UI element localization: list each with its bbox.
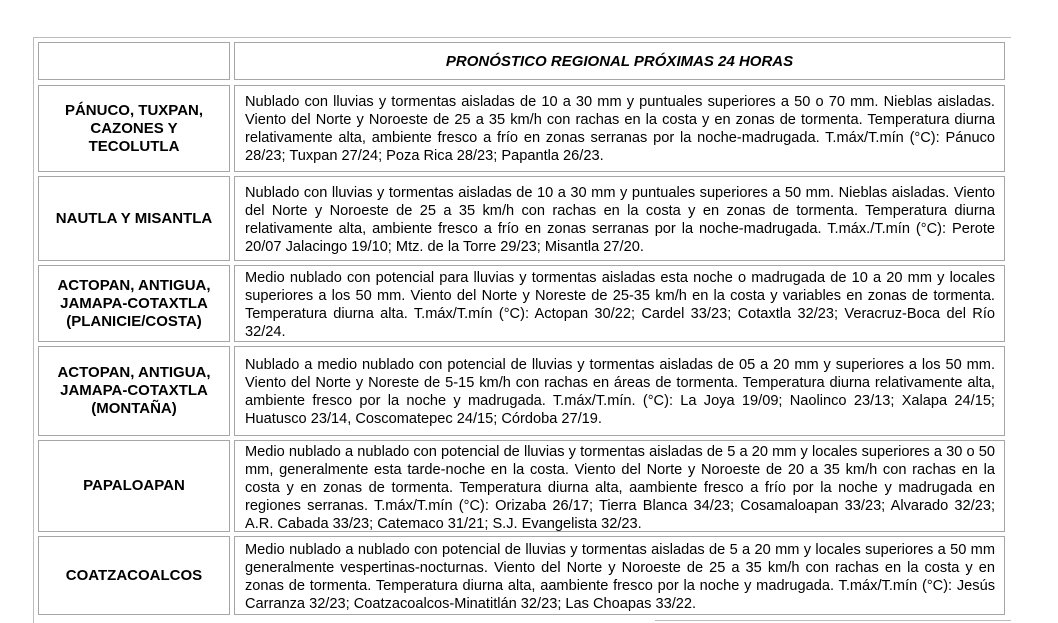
region-name-cell bbox=[38, 176, 230, 261]
region-name-cell bbox=[38, 346, 230, 436]
region-name: PAPALOAPAN bbox=[83, 477, 185, 494]
region-forecast-cell bbox=[234, 85, 1005, 172]
region-forecast-text: Nublado a medio nublado con potencial de lluvias y tormentas aisladas de 05 a 20 mm y superiores a los 50 mm. Viento del Norte y Noreste de 5-15 km/h con rachas en áreas de tormenta. Temperatura diurna relativamente alta, ambiente fresco por la noche y madrugada. T.máx/T.mín. (°C): La Joya 19/09; Naolinco 23/13; Xalapa 24/15; Huatusco 23/14, Coscomatepec 24/15; Córdoba 27/19. bbox=[245, 357, 995, 427]
region-name-cell bbox=[38, 265, 230, 342]
region-forecast-cell bbox=[234, 176, 1005, 261]
region-forecast-text: Medio nublado a nublado con potencial de lluvias y tormentas aisladas de 5 a 20 mm y locales superiores a 30 o 50 mm, generalmente esta tarde-noche en la costa. Viento del Norte y Noroeste de 20 a 35 km/h con rachas en la costa y en zonas de tormenta. Temperatura diurna alta, aambiente fresco a frío por la noche y madrugada en regiones serranas. T.máx/T.mín (°C): Orizaba 26/17; Tierra Blanca 34/23; Cosamaloapan 33/23; Alvarado 32/23; A.R. Cabada 33/23; Catemaco 31/21; S.J. Evangelista 32/23. bbox=[245, 444, 995, 532]
region-forecast-cell bbox=[234, 440, 1005, 532]
region-name: ACTOPAN, ANTIGUA, JAMAPA-COTAXTLA (PLANICIE/COSTA) bbox=[57, 276, 211, 330]
table-bottom-divider bbox=[655, 620, 1011, 621]
region-name: NAUTLA Y MISANTLA bbox=[55, 209, 213, 227]
region-forecast-cell bbox=[234, 265, 1005, 342]
header-empty-cell bbox=[38, 42, 230, 80]
region-name: PÁNUCO, TUXPAN, CAZONES Y TECOLUTLA bbox=[64, 101, 204, 155]
region-name-cell bbox=[38, 440, 230, 532]
region-forecast-text: Medio nublado a nublado con potencial de lluvias y tormentas aisladas de 5 a 20 mm y locales superiores a 50 mm generalmente vespertinas-nocturnas. Viento del Norte y Noroeste de 25 a 35 km/h con rachas en la costa y en zonas de tormenta. Temperatura diurna alta, aambiente fresco por la noche y madrugada. T.máx/T.mín (°C): Jesús Carranza 32/23; Coatzacoalcos-Minatitlán 32/23; Las Choapas 33/22. bbox=[245, 542, 995, 612]
region-forecast-text: Nublado con lluvias y tormentas aisladas de 10 a 30 mm y puntuales superiores a 50 o 70 mm. Nieblas aisladas. Viento del Norte y Noroeste de 25 a 35 km/h con rachas en la costa y en zonas de tormenta. Temperatura diurna relativamente alta, ambiente fresco a frío en zonas serranas por la noche-madrugada. T.máx/T.mín (°C): Pánuco 28/23; Tuxpan 27/24; Poza Rica 28/23; Papantla 26/23. bbox=[245, 94, 995, 164]
region-forecast-text: Medio nublado con potencial para lluvias y tormentas aisladas esta noche o madrugada de 10 a 20 mm y locales superiores a los 50 mm. Viento del Norte y Noreste de 25-35 km/h en la costa y variables en zonas de tormenta. Temperatura diurna alta. T.máx/T.mín (°C): Actopan 30/22; Cardel 33/23; Cotaxtla 32/23; Veracruz-Boca del Río 32/24. bbox=[245, 270, 995, 340]
region-forecast-cell bbox=[234, 346, 1005, 436]
header-title-cell bbox=[234, 42, 1005, 80]
region-name: COATZACOALCOS bbox=[65, 566, 203, 584]
region-forecast-cell bbox=[234, 536, 1005, 615]
region-name: ACTOPAN, ANTIGUA, JAMAPA-COTAXTLA (MONTAÑA) bbox=[57, 364, 211, 417]
region-forecast-text: Nublado con lluvias y tormentas aisladas de 10 a 30 mm y puntuales superiores a 50 mm. Nieblas aisladas. Viento del Norte y Noroeste de 25 a 35 km/h con rachas en la costa y en zonas de tormenta. Temperatura diurna relativamente alta, ambiente fresco a frío en zonas serranas por la noche-madrugada. T.máx./T.mín (°C): Perote 20/07 Jalacingo 19/10; Mtz. de la Torre 29/23; Misantla 27/20. bbox=[245, 185, 995, 255]
region-name-cell bbox=[38, 85, 230, 172]
region-name-cell bbox=[38, 536, 230, 615]
forecast-table-title: PRONÓSTICO REGIONAL PRÓXIMAS 24 HORAS bbox=[445, 52, 794, 70]
